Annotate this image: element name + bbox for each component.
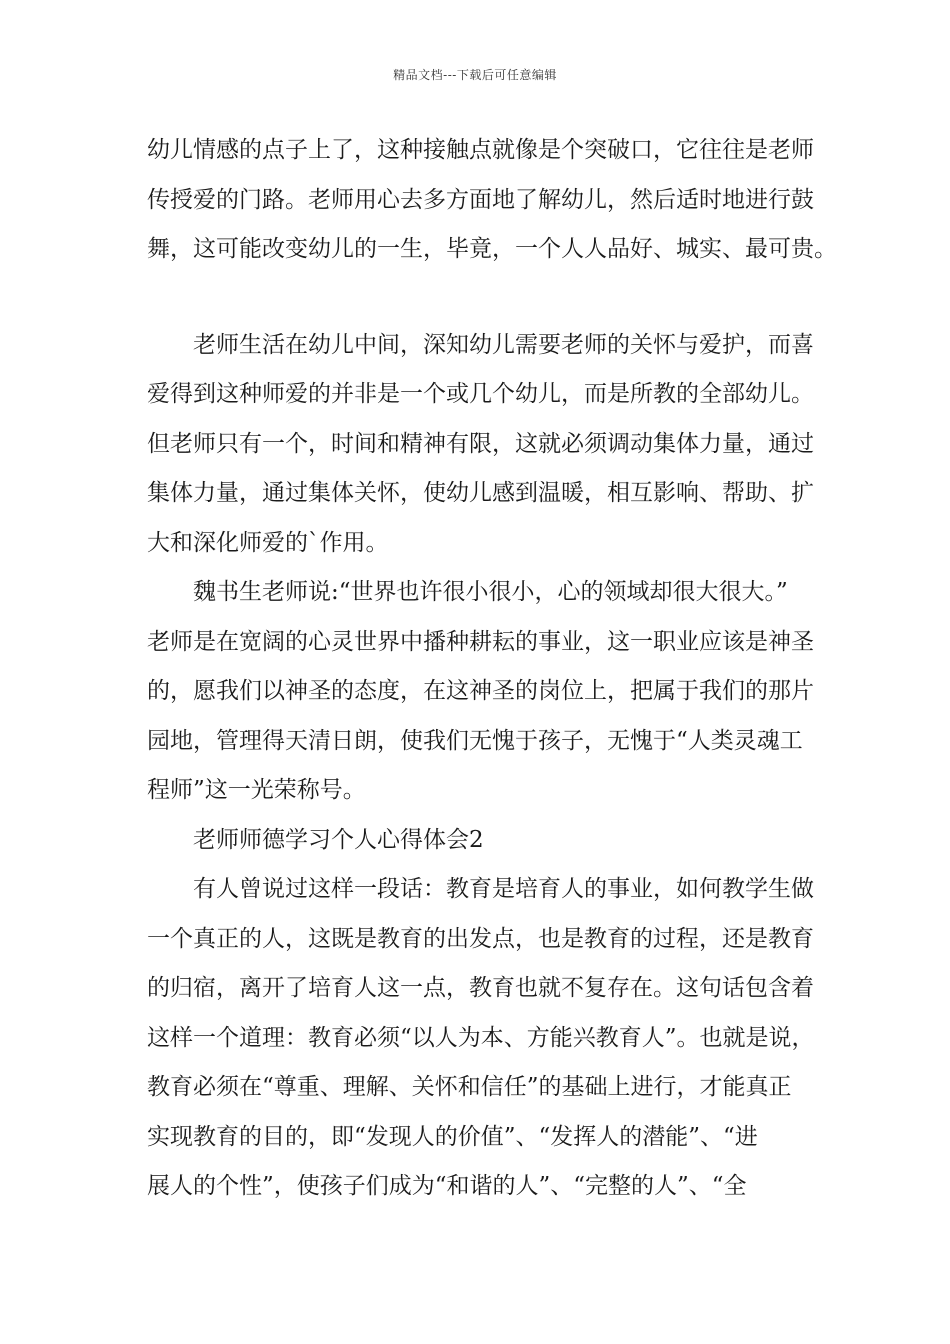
page-header: 精品文档---下载后可任意编辑 — [393, 68, 557, 82]
text-line: 的归宿，离开了培育人这一点，教育也就不复存在。这句话包含着 — [147, 975, 814, 1001]
document-body — [147, 126, 837, 1212]
text-line: 但老师只有一个，时间和精神有限，这就必须调动集体力量，通过 — [147, 430, 814, 457]
paragraph-gap — [147, 275, 827, 321]
text-line: 实现教育的目的，即“发现人的价值”、“发挥人的潜能”、“进 — [147, 1123, 758, 1150]
paragraph-3 — [147, 568, 827, 816]
text-line: 集体力量，通过集体关怀，使幼儿感到温暖，相互影响、帮助、扩 — [147, 480, 814, 506]
text-line: 一个真正的人，这既是教育的出发点，也是教育的过程，还是教育 — [147, 925, 814, 952]
heading-text: 老师师德学习个人心得体会2 — [193, 826, 484, 853]
text-line: 有人曾说过这样一段话：教育是培育人的事业，如何教学生做 — [193, 876, 814, 902]
text-line: 幼儿情感的点子上了，这种接触点就像是个突破口，它往往是老师 — [147, 137, 814, 163]
text-line: 这样一个道理：教育必须“以人为本、方能兴教育人”。也就是说， — [147, 1024, 815, 1051]
text-line: 园地，管理得天清日朗，使我们无愧于孩子，无愧于“人类灵魂工 — [147, 727, 803, 754]
section-heading — [147, 816, 827, 866]
text-line: 教育必须在“尊重、理解、关怀和信任”的基础上进行，才能真正 — [147, 1074, 792, 1100]
text-line: 程师”这一光荣称号。 — [147, 777, 366, 803]
text-line: 传授爱的门路。老师用心去多方面地了解幼儿，然后适时地进行鼓 — [147, 186, 814, 213]
paragraph-4 — [147, 865, 827, 1212]
text-line: 老师是在宽阔的心灵世界中播种耕耘的事业，这一职业应该是神圣 — [147, 628, 814, 655]
text-line: 魏书生老师说:“世界也许很小很小，心的领域却很大很大。” — [193, 579, 788, 605]
text-line: 老师生活在幼儿中间，深知幼儿需要老师的关怀与爱护，而喜 — [193, 331, 814, 358]
paragraph-1 — [147, 126, 837, 275]
text-line: 舞，这可能改变幼儿的一生，毕竟，一个人人品好、城实、最可贵。 — [147, 236, 837, 262]
paragraph-2 — [147, 321, 827, 569]
text-line: 大和深化师爱的`作用。 — [147, 529, 389, 556]
text-line: 爱得到这种师爱的并非是一个或几个幼儿，而是所教的全部幼儿。 — [147, 381, 814, 407]
text-line: 展人的个性”，使孩子们成为“和谐的人”、“完整的人”、“全 — [147, 1173, 747, 1199]
text-line: 的，愿我们以神圣的态度，在这神圣的岗位上，把属于我们的那片 — [147, 678, 814, 704]
